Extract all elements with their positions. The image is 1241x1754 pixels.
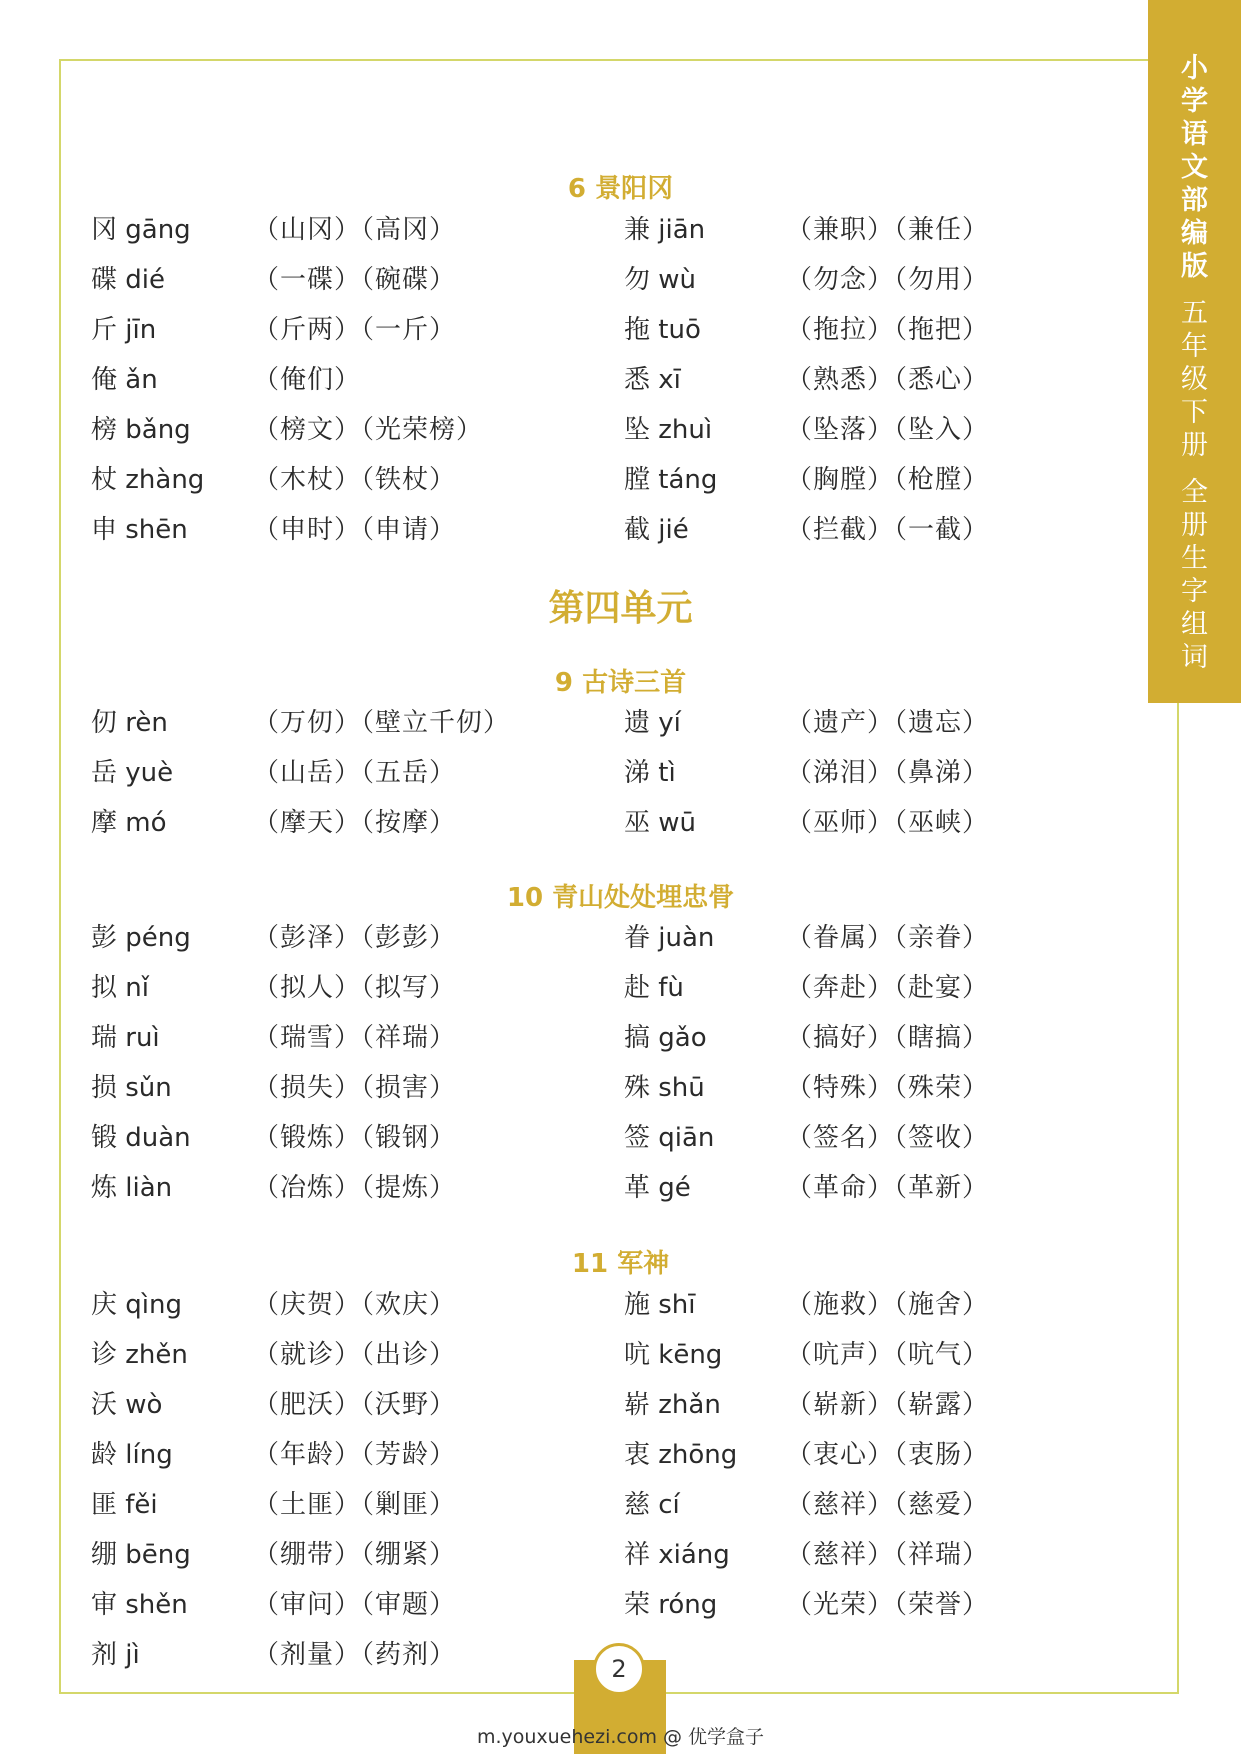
side-banner-char: 文 — [1181, 152, 1208, 183]
vocab-char: 眷 juàn — [624, 923, 715, 953]
side-banner-char: 小 — [1181, 53, 1208, 84]
vocab-words: （山冈）（高冈） — [253, 215, 457, 245]
side-banner-char: 年 — [1181, 331, 1208, 362]
vocab-words: （庆贺）（欢庆） — [253, 1290, 457, 1320]
vocab-words: （俺们） — [253, 365, 362, 395]
side-banner-char: 全 — [1181, 477, 1208, 508]
vocab-char: 巫 wū — [624, 808, 697, 838]
side-banner-char: 语 — [1181, 119, 1208, 150]
vocab-char: 冈 gāng — [91, 215, 191, 245]
vocab-char: 庆 qìng — [91, 1290, 182, 1320]
vocab-char: 搞 gǎo — [624, 1023, 707, 1053]
vocab-char: 赴 fù — [624, 973, 684, 1003]
lesson-title-10: 10 青山处处埋忠骨 — [506, 883, 735, 913]
side-banner-char: 字 — [1181, 576, 1208, 607]
vocab-char: 坠 zhuì — [624, 415, 713, 445]
vocab-words: （榜文）（光荣榜） — [253, 415, 484, 445]
vocab-char: 匪 fěi — [91, 1490, 158, 1520]
vocab-char: 仞 rèn — [91, 708, 168, 738]
vocab-words: （眷属）（亲眷） — [786, 923, 990, 953]
vocab-char: 瑞 ruì — [91, 1023, 160, 1053]
vocab-char: 彭 péng — [91, 923, 191, 953]
side-banner-char: 册 — [1181, 430, 1208, 461]
vocab-char: 兼 jiān — [624, 215, 706, 245]
vocab-char: 俺 ǎn — [91, 365, 158, 395]
vocab-char: 拟 nǐ — [91, 973, 149, 1003]
footer-source: m.youxuehezi.com @ 优学盒子 — [476, 1726, 765, 1748]
vocab-char: 诊 zhěn — [91, 1340, 188, 1370]
vocab-char: 截 jié — [624, 515, 689, 545]
vocab-words: （兼职）（兼任） — [786, 215, 990, 245]
vocab-words: （损失）（损害） — [253, 1073, 457, 1103]
unit-title: 第四单元 — [548, 588, 693, 629]
vocab-words: （施救）（施舍） — [786, 1290, 990, 1320]
vocab-words: （巫师）（巫峡） — [786, 808, 990, 838]
vocab-words: （特殊）（殊荣） — [786, 1073, 990, 1103]
vocab-words: （申时）（申请） — [253, 515, 457, 545]
vocab-words: （土匪）（剿匪） — [253, 1490, 457, 1520]
vocab-words: （遗产）（遗忘） — [786, 708, 990, 738]
vocab-words: （吭声）（吭气） — [786, 1340, 990, 1370]
vocab-char: 榜 bǎng — [91, 415, 191, 445]
vocab-words: （拟人）（拟写） — [253, 973, 457, 1003]
side-banner-char: 生 — [1181, 543, 1208, 574]
vocab-words: （签名）（签收） — [786, 1123, 990, 1153]
side-banner-char: 五 — [1181, 298, 1208, 329]
vocab-char: 涕 tì — [624, 758, 676, 788]
vocab-words: （木杖）（铁杖） — [253, 465, 457, 495]
vocab-char: 衷 zhōng — [624, 1440, 738, 1470]
vocab-words: （审问）（审题） — [253, 1590, 457, 1620]
vocab-char: 审 shěn — [91, 1590, 188, 1620]
vocab-words: （熟悉）（悉心） — [786, 365, 990, 395]
vocab-char: 祥 xiáng — [624, 1540, 730, 1570]
vocab-char: 岳 yuè — [91, 758, 174, 788]
side-banner-char: 版 — [1181, 251, 1208, 282]
vocab-words: （拖拉）（拖把） — [786, 315, 990, 345]
vocab-char: 碟 dié — [91, 265, 165, 295]
vocab-words: （绷带）（绷紧） — [253, 1540, 457, 1570]
vocab-words: （搞好）（瞎搞） — [786, 1023, 990, 1053]
vocab-words: （斤两）（一斤） — [253, 315, 457, 345]
lesson-title-9: 9 古诗三首 — [554, 668, 687, 698]
vocab-words: （拦截）（一截） — [786, 515, 990, 545]
vocab-char: 炼 liàn — [91, 1173, 173, 1203]
vocab-words: （彭泽）（彭彭） — [253, 923, 457, 953]
vocab-words: （慈祥）（祥瑞） — [786, 1540, 990, 1570]
vocab-char: 拖 tuō — [624, 315, 701, 345]
vocab-words: （肥沃）（沃野） — [253, 1390, 457, 1420]
vocab-words: （年龄）（芳龄） — [253, 1440, 457, 1470]
vocab-words: （衷心）（衷肠） — [786, 1440, 990, 1470]
vocab-char: 签 qiān — [624, 1123, 715, 1153]
vocab-char: 申 shēn — [91, 515, 188, 545]
vocab-char: 锻 duàn — [91, 1123, 191, 1153]
vocab-char: 杖 zhàng — [91, 465, 205, 495]
vocab-words: （革命）（革新） — [786, 1173, 990, 1203]
vocab-words: （山岳）（五岳） — [253, 758, 457, 788]
page-number: 2 — [593, 1643, 645, 1695]
vocab-char: 悉 xī — [624, 365, 681, 395]
vocab-char: 遗 yí — [624, 708, 681, 738]
vocab-char: 勿 wù — [624, 265, 697, 295]
vocab-words: （坠落）（坠入） — [786, 415, 990, 445]
vocab-words: （万仞）（壁立千仞） — [253, 708, 511, 738]
vocab-words: （冶炼）（提炼） — [253, 1173, 457, 1203]
vocab-words: （光荣）（荣誉） — [786, 1590, 990, 1620]
vocab-char: 龄 líng — [91, 1440, 173, 1470]
vocab-words: （崭新）（崭露） — [786, 1390, 990, 1420]
vocab-words: （剂量）（药剂） — [253, 1640, 457, 1670]
vocab-char: 施 shī — [624, 1290, 696, 1320]
vocab-words: （涕泪）（鼻涕） — [786, 758, 990, 788]
vocab-words: （慈祥）（慈爱） — [786, 1490, 990, 1520]
vocab-char: 慈 cí — [624, 1490, 680, 1520]
vocab-words: （胸膛）（枪膛） — [786, 465, 990, 495]
side-banner-char: 册 — [1181, 510, 1208, 541]
vocab-words: （摩天）（按摩） — [253, 808, 457, 838]
side-banner-char: 学 — [1181, 86, 1208, 117]
vocab-char: 沃 wò — [91, 1390, 163, 1420]
side-banner-char: 下 — [1181, 397, 1208, 428]
vocab-char: 吭 kēng — [624, 1340, 723, 1370]
vocab-char: 绷 bēng — [91, 1540, 191, 1570]
lesson-title-11: 11 军神 — [571, 1249, 670, 1279]
vocab-char: 革 gé — [624, 1173, 691, 1203]
vocab-words: （瑞雪）（祥瑞） — [253, 1023, 457, 1053]
vocab-char: 损 sǔn — [91, 1073, 172, 1103]
side-banner-char: 词 — [1181, 642, 1208, 673]
vocab-char: 剂 jì — [91, 1640, 140, 1670]
vocab-words: （就诊）（出诊） — [253, 1340, 457, 1370]
side-banner-char: 级 — [1181, 364, 1208, 395]
lesson-title-6: 6 景阳冈 — [567, 174, 674, 204]
vocab-words: （奔赴）（赴宴） — [786, 973, 990, 1003]
vocab-char: 膛 táng — [624, 465, 718, 495]
side-banner-char: 部 — [1181, 185, 1208, 216]
vocab-char: 斤 jīn — [91, 315, 157, 345]
side-banner-char: 组 — [1181, 609, 1208, 640]
vocab-words: （一碟）（碗碟） — [253, 265, 457, 295]
vocab-words: （锻炼）（锻钢） — [253, 1123, 457, 1153]
side-banner-char: 编 — [1181, 218, 1208, 249]
vocab-char: 殊 shū — [624, 1073, 705, 1103]
vocab-char: 荣 róng — [624, 1590, 718, 1620]
vocab-words: （勿念）（勿用） — [786, 265, 990, 295]
vocab-char: 崭 zhǎn — [624, 1390, 721, 1420]
vocab-char: 摩 mó — [91, 808, 167, 838]
